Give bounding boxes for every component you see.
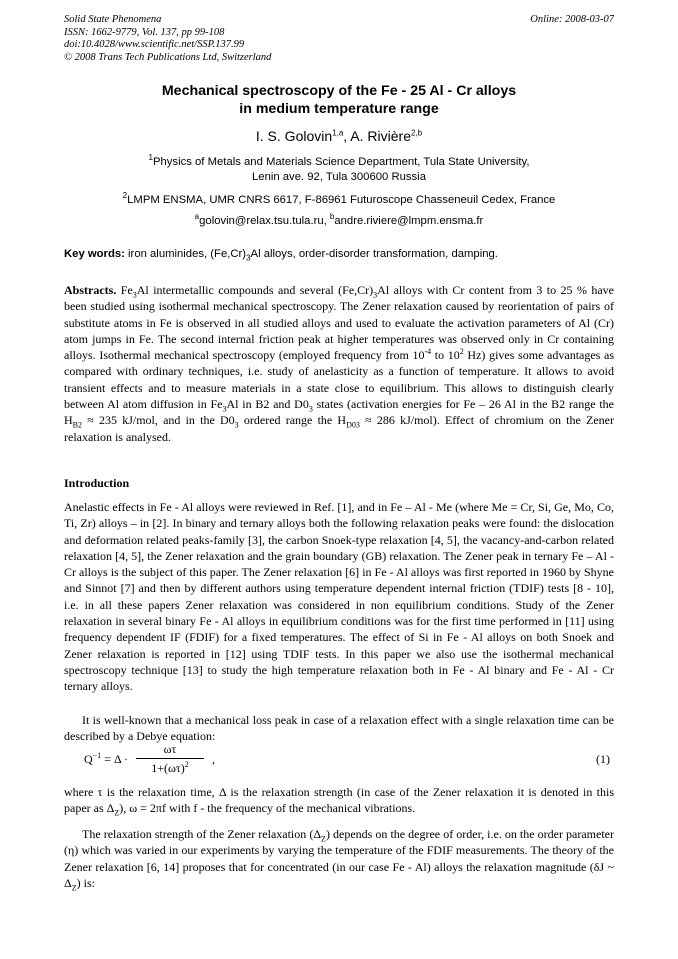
keywords-text-1: iron aluminides, (Fe,Cr) xyxy=(124,248,247,260)
intro-paragraph-1: Anelastic effects in Fe - Al alloys were reviewed in Ref. [1], and in Fe – Al - Me (where Me = Cr, Si, Ge, Mo, Co, Ti, Zr) alloys – in [2]. In binary and ternary alloys both the following relaxation peaks were found: the dislocation and deformation related peaks-family [3], the carbon Snoek-type relaxation [4, 5], the vacancy-and-carbon related relaxation [4, 5], the Zener relaxation and the grain boundary (GB) relaxation. The Zener peak in ternary Fe – Al - Cr alloys is the subject of this paper. The Zener relaxation [6] in Fe - Al alloys was first reported in 1960 by Shyne and Sinnot [7] and then by different authors using temperature dependent internal friction (TDIF) tests [8 - 10], i.e. in all these papers Zener relaxation was considered in non equilibrium conditions. Study of the Zener relaxation in several binary Fe - Al alloys in equilibrium conditions was for the first time performed in [11] using frequency dependent IF (FDIF) for a fixed temperatures. The effect of Si in Fe - Al alloys on both Snoek and Zener relaxation is reported in [12] using TDIF tests. In this paper we also use the isothermal mechanical spectroscopy technique [13] to study the high temperature relaxation both in Fe - Al binary and Fe - Al - Cr ternary alloys. xyxy=(64,500,614,694)
abstract xyxy=(64,282,614,445)
email-a-marker: a xyxy=(194,212,200,222)
paragraph-sub: Z xyxy=(114,808,120,818)
equation-numerator: ωτ xyxy=(163,742,177,756)
paragraph-sub: Z xyxy=(321,834,326,844)
abstract-text: to 10 xyxy=(431,348,460,363)
affiliation-2 xyxy=(64,193,614,208)
journal-header xyxy=(64,14,271,64)
author-separator: , xyxy=(343,128,351,144)
affil-1-marker: 1 xyxy=(148,153,153,163)
email-separator: , xyxy=(323,215,330,227)
affil-2-text: LMPM ENSMA, UMR CNRS 6617, F-86961 Futuroscope Chasseneuil Cedex, France xyxy=(127,194,556,206)
abstract-text: Fe xyxy=(116,283,133,297)
equation-number: (1) xyxy=(596,752,610,766)
paragraph-text: where τ is the relaxation time, Δ is the relaxation strength (in case of the Zener relaxation it is denoted in this paper as Δ xyxy=(64,785,614,816)
affil-1-line-2: Lenin ave. 92, Tula 300600 Russia xyxy=(252,171,426,183)
email-b-marker: b xyxy=(329,212,335,222)
abstract-text: Al intermetallic compounds and several (Fe,Cr) xyxy=(136,283,374,297)
title-line-1: Mechanical spectroscopy of the Fe - 25 Al - Cr alloys xyxy=(161,83,517,99)
abstract-text: Al in B2 and D0 xyxy=(226,397,309,412)
keywords-sub-1: 3 xyxy=(246,253,251,263)
abstract-sub: B2 xyxy=(72,420,83,430)
section-heading-introduction: Introduction xyxy=(64,476,130,490)
equation-fraction xyxy=(130,742,210,776)
abstract-text: ≈ 286 kJ/mol). Effect of chromium on the Zener relaxation is analysed. xyxy=(64,413,615,444)
intro-paragraph-4 xyxy=(64,826,614,891)
intro-paragraph-2: It is well-known that a mechanical loss peak in case of a relaxation effect with a single relaxation time can be described by a Debye equation: xyxy=(64,713,614,744)
paragraph-text: ) is: xyxy=(76,875,95,890)
paragraph-text: The relaxation strength of the Zener relaxation (Δ xyxy=(82,827,322,841)
author-2: A. Rivière xyxy=(350,128,411,144)
abstract-text: Hz) gives some advantages as compared with ordinary techniques, i.e. study of anelasticity as a function of temperature. It allows to avoid transient effects and to measure materials in a state close to equilibrium. This allows to distinguish clearly between Al atom diffusion in Fe xyxy=(64,348,615,412)
authors-line xyxy=(64,128,614,144)
equation-delta: = Δ · xyxy=(101,752,129,766)
author-emails xyxy=(64,214,614,229)
abstract-sub: 3 xyxy=(373,290,378,300)
affil-2-marker: 2 xyxy=(122,191,128,201)
equation-denominator xyxy=(130,759,210,776)
abstract-text: states (activation energies for Fe – 26 Al in the B2 range the H xyxy=(64,397,614,428)
author-2-affil: 2,b xyxy=(410,128,423,138)
equation-denominator-exponent: 2 xyxy=(184,760,189,769)
equation-q: Q xyxy=(84,752,93,766)
abstract-text: Al alloys with Cr content from 3 to 25 % have been studied using isothermal mechanical spectroscopy. The Zener relaxation caused by reorientation of pairs of substitute atoms in Fe is observed in all studied alloys and used to evaluate the activation parameters of Al (Cr) atom jumps in Fe. The second internal friction peak at higher temperatures was observed only in Cr containing alloys. Isothermal mechanical spectroscopy (employed frequency from 10 xyxy=(64,283,615,363)
email-a[interactable]: golovin@relax.tsu.tula.ru xyxy=(199,215,324,227)
equation-q-exponent: −1 xyxy=(92,751,102,760)
paragraph-text: ), ω = 2πf with f - the frequency of the mechanical vibrations. xyxy=(119,801,416,816)
abstract-sub: 3 xyxy=(234,420,239,430)
title-line-2: in medium temperature range xyxy=(239,101,439,117)
keywords-text-2: Al alloys, order-disorder transformation, damping. xyxy=(250,248,498,260)
issn-line: ISSN: 1662-9779, Vol. 137, pp 99-108 xyxy=(64,26,225,38)
paragraph-text: ) depends on the degree of order, i.e. on the order parameter (η) which was varied in our experiments by varying the temperature of the FDIF measurements. The theory of the Zener relaxation [6, 14] proposes that for concentrated (in our case Fe - Al) alloys the relaxation magnitude (δJ ~ Δ xyxy=(64,827,614,890)
email-b[interactable]: andre.riviere@lmpm.ensma.fr xyxy=(334,215,484,227)
affil-1-line-1: Physics of Metals and Materials Science Department, Tula State University, xyxy=(152,156,530,168)
equation-denominator-text: 1+(ωτ) xyxy=(151,761,185,775)
copyright-line: © 2008 Trans Tech Publications Ltd, Switzerland xyxy=(64,51,272,63)
intro-paragraph-3 xyxy=(64,784,614,817)
paper-title xyxy=(64,82,614,118)
abstract-sub: 3 xyxy=(222,404,227,414)
affiliation-1 xyxy=(64,155,614,185)
author-1: I. S. Golovin xyxy=(255,128,333,144)
author-1-affil: 1,a xyxy=(332,128,344,138)
equation-comma: , xyxy=(212,752,215,766)
abstract-text: ordered range the H xyxy=(238,413,347,428)
journal-name: Solid State Phenomena xyxy=(64,14,162,25)
abstract-sup: -4 xyxy=(424,347,432,357)
abstract-text: ≈ 235 kJ/mol, and in the D0 xyxy=(82,413,235,428)
abstract-sub: 3 xyxy=(132,290,137,300)
paragraph-sub: Z xyxy=(71,883,77,893)
keywords-label: Key words: xyxy=(64,248,125,260)
keywords xyxy=(64,248,614,263)
equation-lhs xyxy=(84,752,128,767)
abstract-label: Abstracts. xyxy=(64,283,117,297)
online-date: Online: 2008-03-07 xyxy=(530,14,614,25)
doi-line[interactable]: doi:10.4028/www.scientific.net/SSP.137.99 xyxy=(64,39,245,50)
debye-equation xyxy=(64,742,614,784)
abstract-sub: 3 xyxy=(308,404,313,414)
abstract-sub: D03 xyxy=(346,420,360,430)
abstract-sup: 2 xyxy=(459,347,464,357)
